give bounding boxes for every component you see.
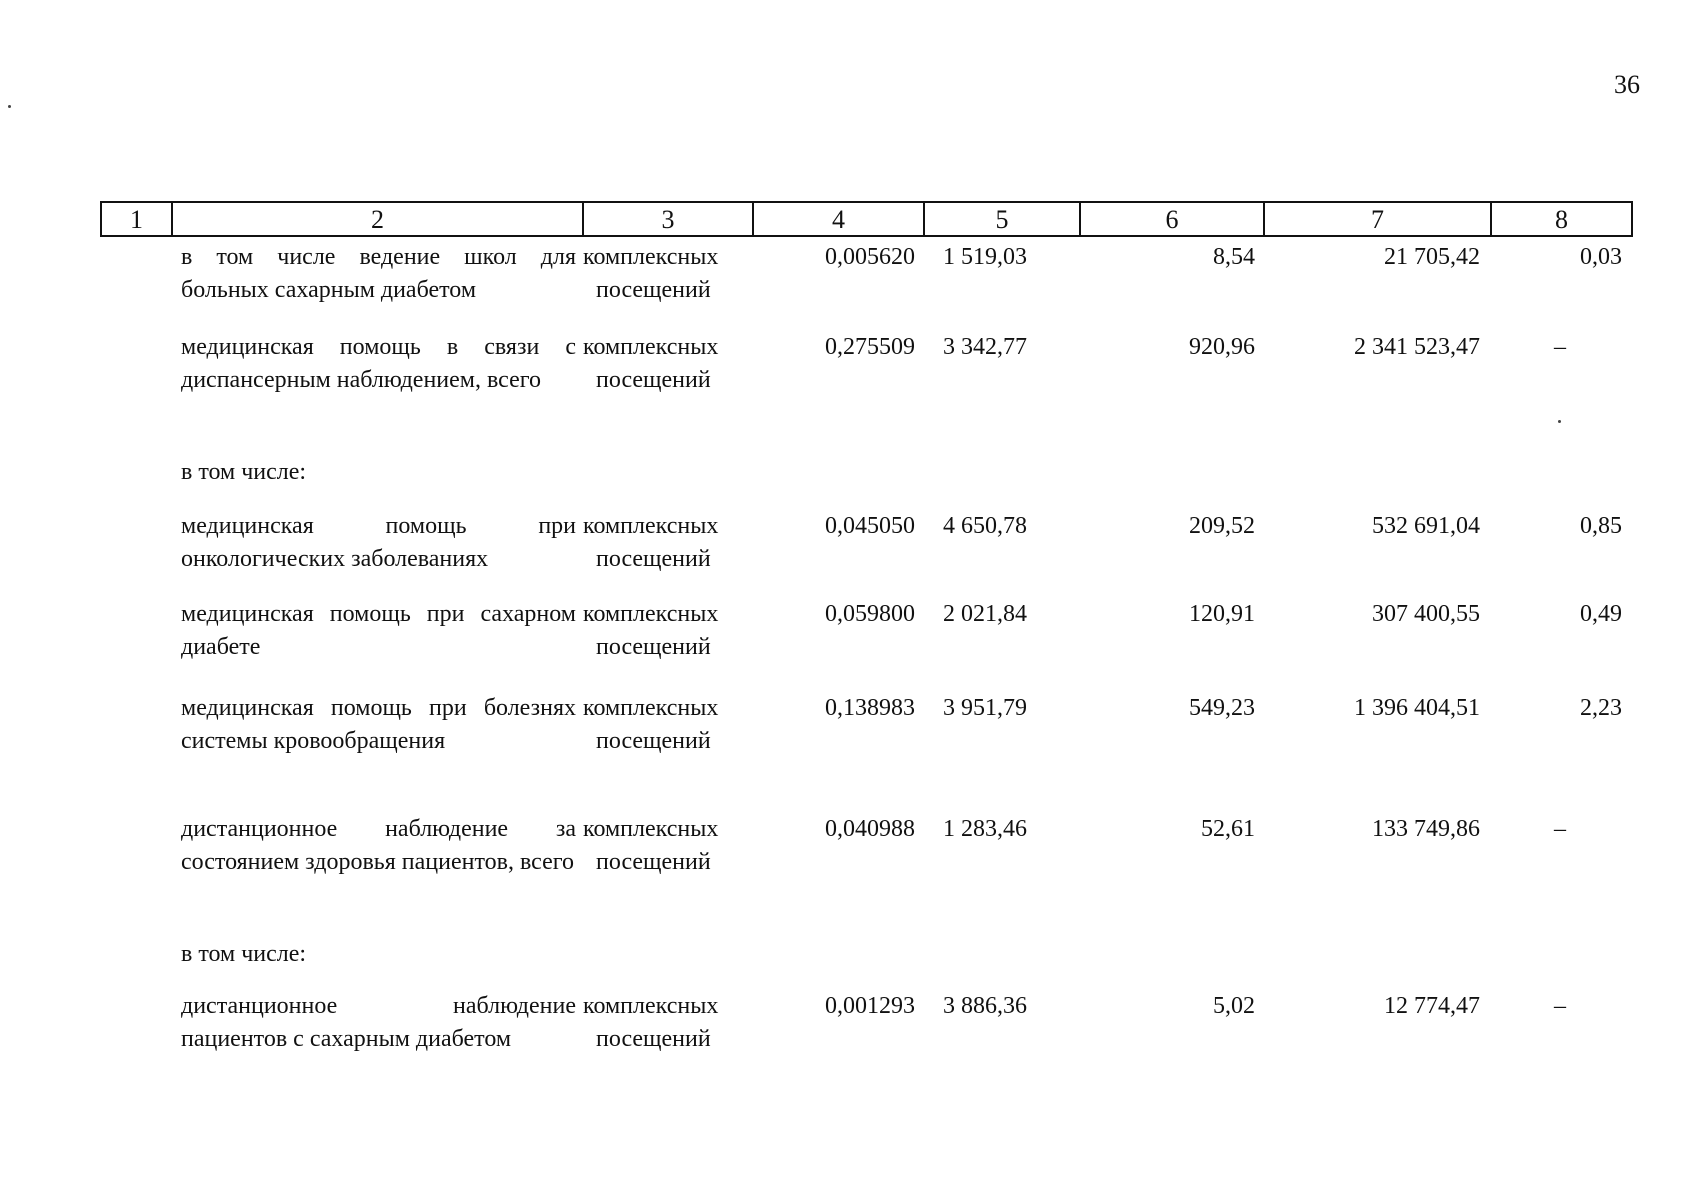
row-description: медицинская помощь при сахарном диабете (181, 601, 576, 660)
unit-line-1: комплексных (583, 513, 719, 539)
unit-line-2: посещений (596, 277, 711, 303)
value-col-4: 0,040988 (825, 816, 915, 842)
value-col-4: 0,001293 (825, 993, 915, 1019)
header-col-4: 4 (752, 203, 923, 235)
header-col-1: 1 (130, 205, 143, 234)
unit-line-2: посещений (596, 634, 711, 660)
row-description: медицинская помощь при болезнях системы кровообращения (181, 695, 576, 754)
value-col-6: 209,52 (1189, 513, 1255, 539)
value-col-7: 133 749,86 (1372, 816, 1480, 842)
scan-speck (8, 105, 11, 108)
value-col-7: 21 705,42 (1384, 244, 1480, 270)
value-col-7: 1 396 404,51 (1354, 695, 1480, 721)
unit-line-1: комплексных (583, 993, 719, 1019)
unit-line-1: комплексных (583, 244, 719, 270)
row-unit (583, 598, 753, 664)
value-col-5: 4 650,78 (943, 513, 1027, 539)
value-col-5: 3 886,36 (943, 993, 1027, 1019)
column-number-header (100, 201, 1633, 237)
header-col-5: 5 (923, 203, 1079, 235)
row-description: медицинская помощь в связи с диспансерным наблюдением, всего (181, 334, 576, 393)
value-col-4: 0,005620 (825, 244, 915, 270)
value-col-5: 3 342,77 (943, 334, 1027, 360)
unit-line-2: посещений (596, 546, 711, 572)
value-col-4: 0,275509 (825, 334, 915, 360)
row-description: дистанционное наблюдение за состоянием здоровья пациентов, всего (181, 816, 576, 875)
unit-line-2: посещений (596, 367, 711, 393)
row-description: в том числе: (181, 459, 307, 485)
value-col-8: 2,23 (1580, 695, 1622, 721)
row-unit (583, 241, 753, 307)
value-col-4: 0,138983 (825, 695, 915, 721)
unit-line-2: посещений (596, 849, 711, 875)
value-col-7: 307 400,55 (1372, 601, 1480, 627)
value-col-6: 52,61 (1201, 816, 1255, 842)
unit-line-1: комплексных (583, 601, 719, 627)
value-col-5: 1 519,03 (943, 244, 1027, 270)
row-unit (583, 692, 753, 758)
value-col-7: 12 774,47 (1384, 993, 1480, 1019)
row-description: медицинская помощь при онкологических заболеваниях (181, 513, 576, 572)
unit-line-1: комплексных (583, 816, 719, 842)
unit-line-1: комплексных (583, 695, 719, 721)
value-col-5: 3 951,79 (943, 695, 1027, 721)
value-col-8: – (1554, 816, 1566, 842)
header-col-8: 8 (1490, 203, 1631, 235)
row-unit (583, 813, 753, 879)
value-col-4: 0,059800 (825, 601, 915, 627)
value-col-7: 2 341 523,47 (1354, 334, 1480, 360)
value-col-6: 120,91 (1189, 601, 1255, 627)
value-col-6: 920,96 (1189, 334, 1255, 360)
value-col-8: 0,03 (1580, 244, 1622, 270)
value-col-7: 532 691,04 (1372, 513, 1480, 539)
row-description: в том числе: (181, 941, 307, 967)
value-col-6: 549,23 (1189, 695, 1255, 721)
value-col-4: 0,045050 (825, 513, 915, 539)
row-unit (583, 510, 753, 576)
page-number: 36 (1614, 70, 1640, 99)
row-unit (583, 990, 753, 1056)
value-col-8: – (1554, 334, 1566, 360)
unit-line-2: посещений (596, 728, 711, 754)
header-col-2: 2 (171, 203, 582, 235)
value-col-6: 8,54 (1213, 244, 1255, 270)
scan-speck (1558, 420, 1561, 423)
value-col-6: 5,02 (1213, 993, 1255, 1019)
value-col-5: 2 021,84 (943, 601, 1027, 627)
unit-line-2: посещений (596, 1026, 711, 1052)
value-col-8: 0,49 (1580, 601, 1622, 627)
value-col-8: 0,85 (1580, 513, 1622, 539)
row-description: в том числе ведение школ для больных сахарным диабетом (181, 244, 576, 303)
header-col-3: 3 (582, 203, 752, 235)
row-description: дистанционное наблюдение пациентов с сахарным диабетом (181, 993, 576, 1052)
header-col-7: 7 (1263, 203, 1490, 235)
value-col-8: – (1554, 993, 1566, 1019)
value-col-5: 1 283,46 (943, 816, 1027, 842)
header-col-6: 6 (1079, 203, 1263, 235)
row-unit (583, 331, 753, 397)
unit-line-1: комплексных (583, 334, 719, 360)
